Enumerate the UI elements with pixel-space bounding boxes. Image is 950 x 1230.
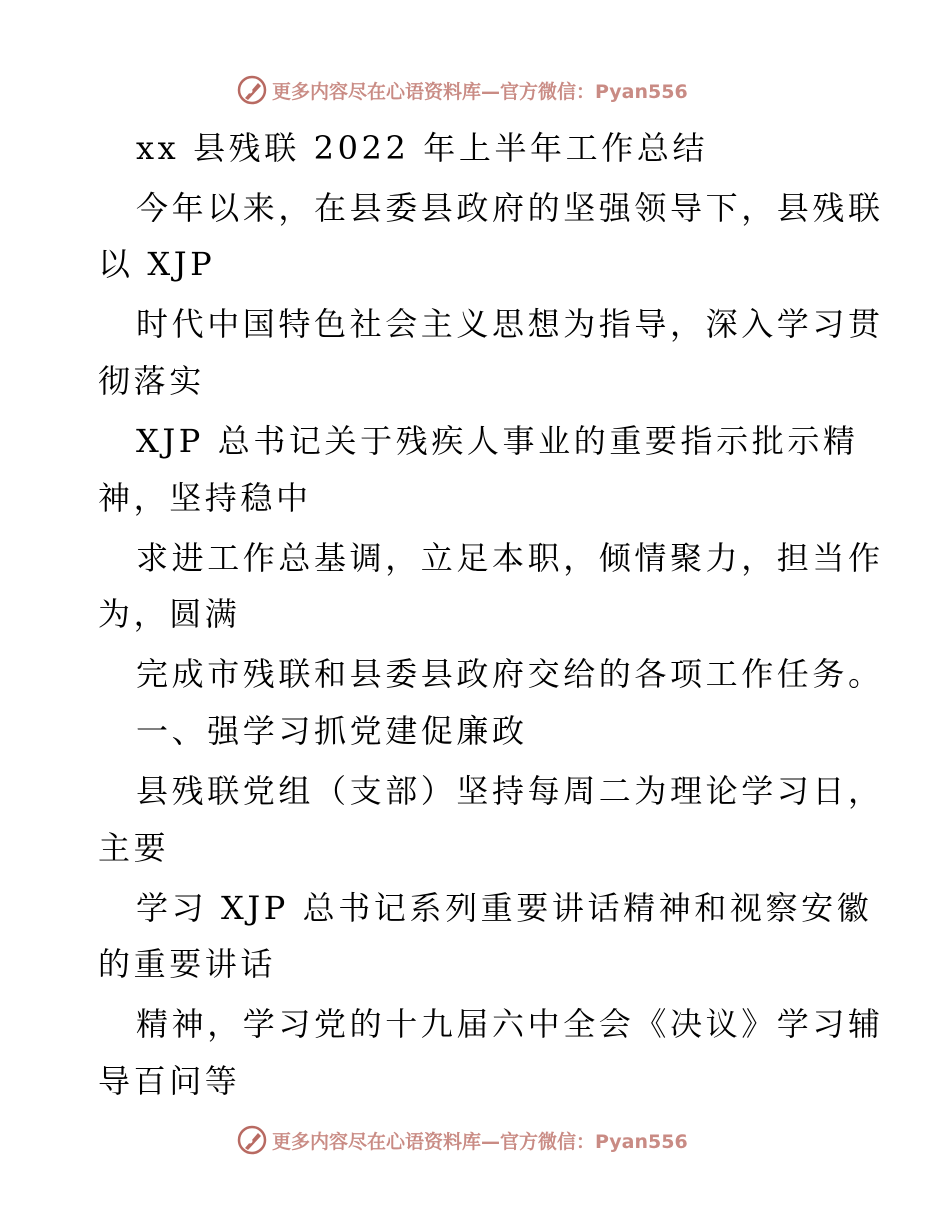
paragraph-line: 主要	[98, 829, 170, 867]
section-heading: 一、强学习抓党建促廉政	[136, 712, 528, 750]
paragraph-line: 时代中国特色社会主义思想为指导，深入学习贯	[136, 305, 884, 343]
pen-circle-logo-icon	[236, 74, 268, 106]
header-watermark	[236, 72, 688, 108]
paragraph-line: 为，圆满	[98, 595, 241, 633]
watermark-text: 更多内容尽在心语资料库—官方微信：Pyan556	[272, 80, 688, 103]
footer-watermark	[236, 1122, 688, 1158]
pen-circle-logo-icon	[236, 1124, 268, 1156]
watermark-text: 更多内容尽在心语资料库—官方微信：Pyan556	[272, 1130, 688, 1153]
paragraph-line: 完成市残联和县委县政府交给的各项工作任务。	[136, 655, 884, 693]
paragraph-line: 求进工作总基调，立足本职，倾情聚力，担当作	[136, 539, 884, 577]
paragraph-line: 学习 XJP 总书记系列重要讲话精神和视察安徽	[136, 889, 873, 927]
paragraph-line: 神，坚持稳中	[98, 479, 312, 517]
paragraph-line: 精神，学习党的十九届六中全会《决议》学习辅	[136, 1005, 884, 1043]
paragraph-line: 县残联党组（支部）坚持每周二为理论学习日，	[136, 772, 884, 810]
paragraph-line: 的重要讲话	[98, 945, 277, 983]
paragraph-line: 以 XJP	[98, 245, 216, 283]
paragraph-line: 彻落实	[98, 362, 205, 400]
document-title: xx 县残联 2022 年上半年工作总结	[136, 129, 709, 167]
paragraph-line: 导百问等	[98, 1062, 241, 1100]
paragraph-line: 今年以来，在县委县政府的坚强领导下，县残联	[136, 189, 884, 227]
paragraph-line: XJP 总书记关于残疾人事业的重要指示批示精	[136, 422, 859, 460]
